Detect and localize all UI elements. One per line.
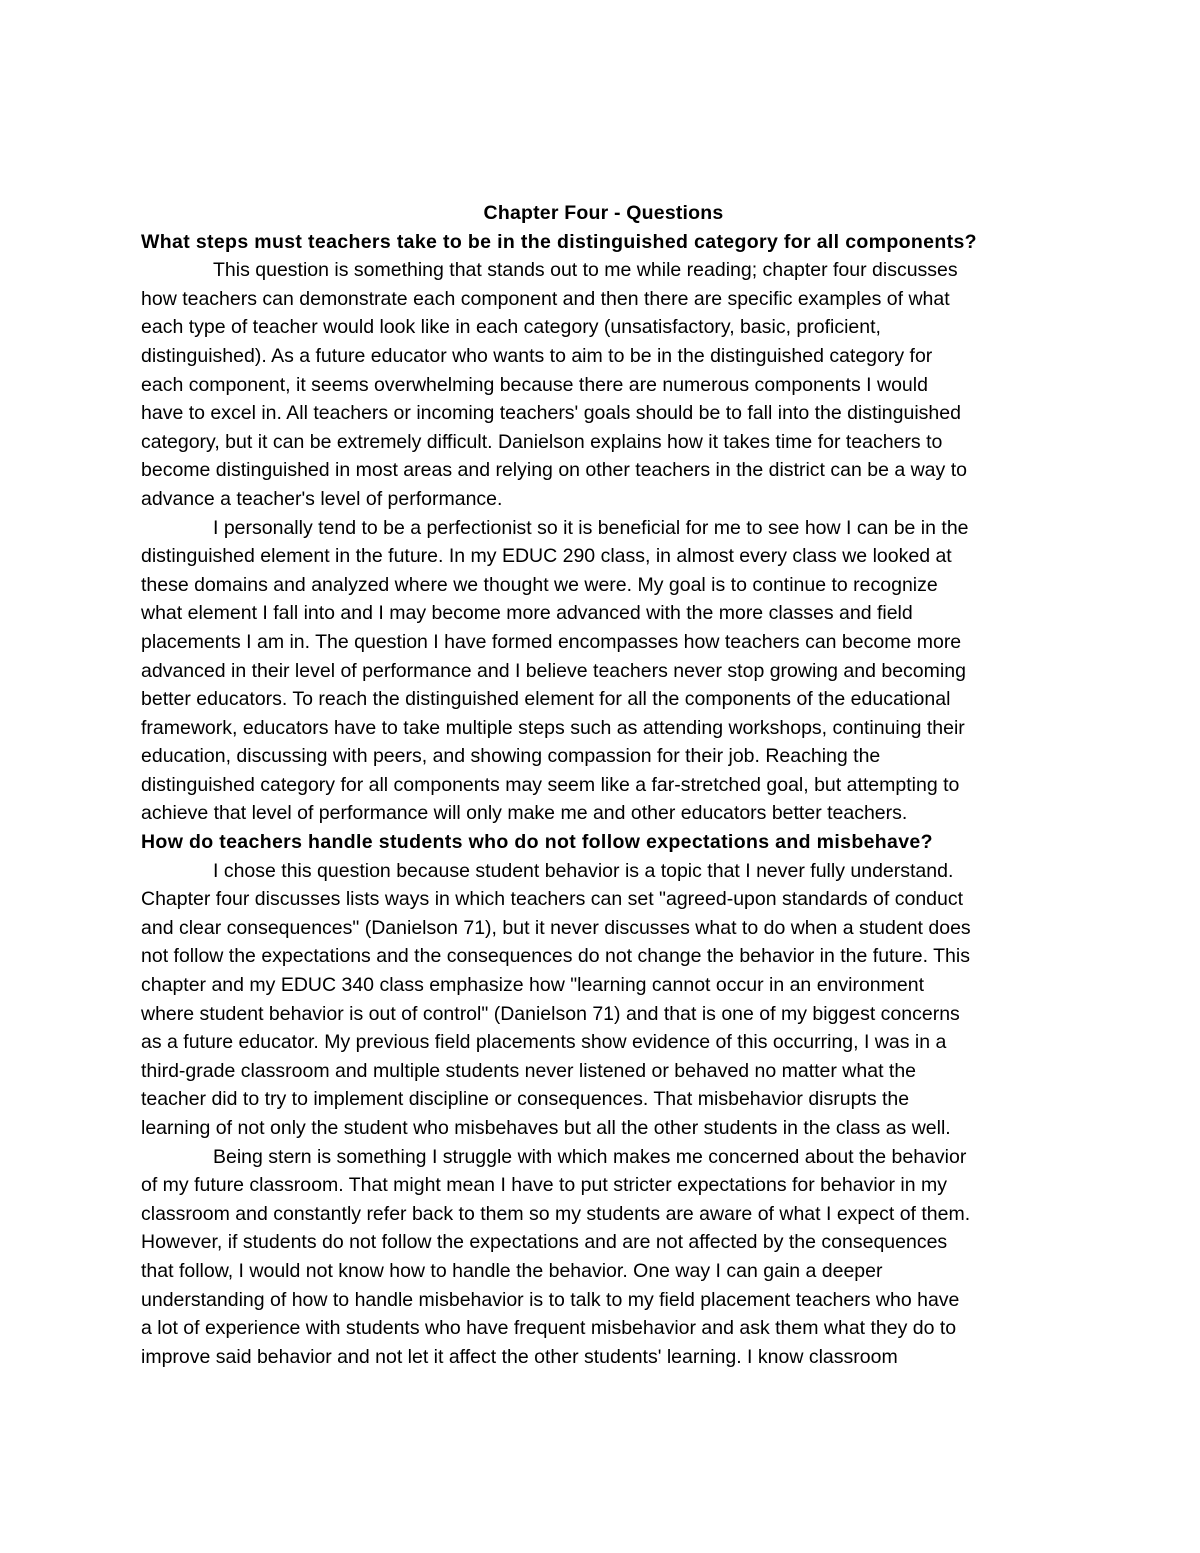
paragraph-line: understanding of how to handle misbehavior is to talk to my field placement teachers who have <box>141 1288 960 1311</box>
paragraph-line: not follow the expectations and the consequences do not change the behavior in the future. This <box>141 945 970 968</box>
document-body <box>141 199 1066 1371</box>
paragraph-line: advanced in their level of performance and I believe teachers never stop growing and becoming <box>141 659 966 682</box>
paragraph-line: and clear consequences" (Danielson 71), but it never discusses what to do when a student does <box>141 916 971 939</box>
paragraph-line: However, if students do not follow the expectations and are not affected by the consequences <box>141 1231 948 1254</box>
paragraph-line: where student behavior is out of control" (Danielson 71) and that is one of my biggest concerns <box>141 1002 960 1025</box>
paragraph-line: have to excel in. All teachers or incoming teachers' goals should be to fall into the distinguished <box>141 402 961 425</box>
paragraph-line: as a future educator. My previous field placements show evidence of this occurring, I was in a <box>141 1031 947 1054</box>
paragraph-line: distinguished element in the future. In my EDUC 290 class, in almost every class we looked at <box>141 545 952 568</box>
question-heading: How do teachers handle students who do not follow expectations and misbehave? <box>141 831 933 854</box>
paragraph-line: a lot of experience with students who have frequent misbehavior and ask them what they do to <box>141 1317 957 1340</box>
paragraph-line: I chose this question because student behavior is a topic that I never fully understand. <box>213 859 954 882</box>
paragraph-line: better educators. To reach the distinguished element for all the components of the educational <box>141 688 951 711</box>
question-heading: What steps must teachers take to be in the distinguished category for all components? <box>141 230 977 253</box>
paragraph-line: placements I am in. The question I have formed encompasses how teachers can become more <box>141 630 962 653</box>
paragraph-line: I personally tend to be a perfectionist so it is beneficial for me to see how I can be in the <box>213 516 969 539</box>
paragraph-line: how teachers can demonstrate each component and then there are specific examples of what <box>141 287 950 310</box>
paragraph-line: framework, educators have to take multiple steps such as attending workshops, continuing their <box>141 716 965 739</box>
paragraph-line: Being stern is something I struggle with which makes me concerned about the behavior <box>213 1145 967 1168</box>
paragraph-line: improve said behavior and not let it affect the other students' learning. I know classroom <box>141 1345 898 1368</box>
paragraph-line: education, discussing with peers, and showing compassion for their job. Reaching the <box>141 745 881 768</box>
paragraph-line: classroom and constantly refer back to them so my students are aware of what I expect of them. <box>141 1202 971 1225</box>
paragraph-line: third-grade classroom and multiple students never listened or behaved no matter what the <box>141 1059 917 1082</box>
paragraph-line: that follow, I would not know how to handle the behavior. One way I can gain a deeper <box>141 1259 883 1282</box>
paragraph-line: This question is something that stands out to me while reading; chapter four discusses <box>213 259 958 282</box>
paragraph-line: of my future classroom. That might mean I have to put stricter expectations for behavior in my <box>141 1174 947 1197</box>
paragraph-line: distinguished). As a future educator who wants to aim to be in the distinguished category for <box>141 344 933 367</box>
paragraph-line: Chapter four discusses lists ways in which teachers can set "agreed-upon standards of conduct <box>141 888 964 911</box>
paragraph-line: teacher did to try to implement discipline or consequences. That misbehavior disrupts the <box>141 1088 910 1111</box>
paragraph-line: achieve that level of performance will only make me and other educators better teachers. <box>141 802 908 825</box>
document-title: Chapter Four - Questions <box>483 202 724 224</box>
paragraph-line: category, but it can be extremely difficult. Danielson explains how it takes time for teachers to <box>141 430 943 453</box>
paragraph-line: these domains and analyzed where we thought we were. My goal is to continue to recognize <box>141 573 938 596</box>
paragraph-line: each type of teacher would look like in each category (unsatisfactory, basic, proficient, <box>141 316 881 339</box>
paragraph-line: learning of not only the student who misbehaves but all the other students in the class as well. <box>141 1117 951 1139</box>
paragraph-line: distinguished category for all components may seem like a far-stretched goal, but attempting to <box>141 773 960 796</box>
paragraph-line: become distinguished in most areas and relying on other teachers in the district can be a way to <box>141 459 967 482</box>
paragraph-line: each component, it seems overwhelming because there are numerous components I would <box>141 373 928 396</box>
document-lines <box>141 228 1066 1372</box>
paragraph-line: what element I fall into and I may become more advanced with the more classes and field <box>141 602 913 625</box>
paragraph-line: chapter and my EDUC 340 class emphasize how "learning cannot occur in an environment <box>141 974 924 997</box>
paragraph-line: advance a teacher's level of performance. <box>141 487 503 510</box>
